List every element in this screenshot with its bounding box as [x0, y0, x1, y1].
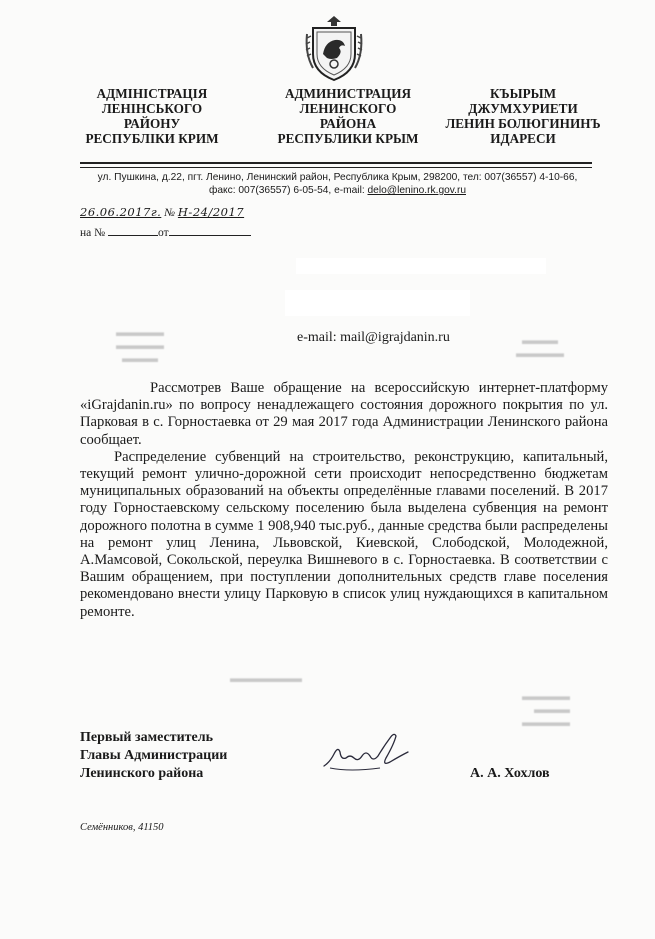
redacted-recipient-name — [296, 258, 546, 274]
bleed-through-text: ▬▬▬▬ ▬▬▬▬ ▬▬▬ — [116, 325, 164, 365]
bleed-through-text: ▬▬▬▬ ▬▬▬ ▬▬▬▬ — [522, 689, 570, 729]
header-divider-thick — [80, 162, 592, 164]
header-russian: АДМИНИСТРАЦИЯ ЛЕНИНСКОГО РАЙОНА РЕСПУБЛИКИ КРЫМ — [277, 86, 419, 146]
recipient-email: e-mail: mail@igrajdanin.ru — [297, 330, 450, 345]
handwritten-signature — [320, 728, 412, 774]
handwritten-date: 26.06.2017г. — [80, 205, 162, 219]
admin-email-link[interactable]: delo@lenino.rk.gov.ru — [367, 185, 466, 196]
reference-line: на № от — [80, 225, 251, 239]
address-line: ул. Пушкина, д.22, пгт. Ленино, Ленинский район, Республика Крым, 298200, тел: 007(36557) 4-10-66, — [97, 172, 578, 183]
body-paragraph: Распределение субвенций на строительство, реконструкцию, капитальный, текущий ремонт улично-дорожной сети происходит непосредственно бюджетам муниципальных образований на объекты определённые главами поселений. В 2017 году Горностаевскому сельскому поселению была выделена субвенция на ремонт дорожного полотна в сумме 1 908,940 тыс.руб., данные средства были распределены на ремонт улиц Ленина, Львовской, Киевской, Слободской, Молодежной, А.Мамсовой, Сокольской, переулка Вишневого в с. Горностаевка. В соответствии с Вашим обращением, при поступлении дополнительных средств главе поселения рекомендовано внести улицу Парковую в список улиц нуждающихся в капитальном ремонте. — [80, 448, 608, 620]
header-ukrainian: АДМІНІСТРАЦІЯ ЛЕНІНСЬКОГО РАЙОНУ РЕСПУБЛІКИ КРИМ — [85, 86, 219, 146]
header-divider-thin — [80, 167, 592, 168]
letter-body — [80, 380, 608, 621]
redacted-recipient-address — [285, 290, 470, 316]
handwritten-number: Н-24/2017 — [177, 205, 245, 219]
number-sign: № — [164, 207, 176, 219]
bleed-through-text: ▬▬▬▬▬▬ — [230, 671, 302, 685]
executor-note: Семёнников, 41150 — [80, 822, 164, 833]
contact-address — [80, 171, 595, 197]
body-paragraph: Рассмотрев Ваше обращение на всероссийскую интернет-платформу «iGrajdanin.ru» по вопросу ненадлежащего состояния дорожного покрытия по ул. Парковая в с. Горностаевка от 29 мая 2017 года Администрации Ленинского района сообщает. — [80, 380, 608, 448]
blank-date-field — [169, 225, 251, 236]
registration-date-number — [80, 205, 244, 219]
signer-name: А. А. Хохлов — [470, 766, 550, 781]
signatory-position: Первый заместитель Главы Администрации Ленинского района — [80, 730, 228, 781]
blank-number-field — [108, 225, 158, 236]
coat-of-arms-emblem — [303, 14, 365, 84]
header-crimean-tatar: КЪЫРЫМ ДЖУМХУРИЕТИ ЛЕНИН БОЛЮГИНИНЪ ИДАРЕСИ — [445, 86, 601, 146]
bleed-through-text: ▬▬▬ ▬▬▬▬ — [516, 333, 564, 360]
address-line-fax: факс: 007(36557) 6-05-54, e-mail: delo@lenino.rk.gov.ru — [209, 185, 466, 196]
